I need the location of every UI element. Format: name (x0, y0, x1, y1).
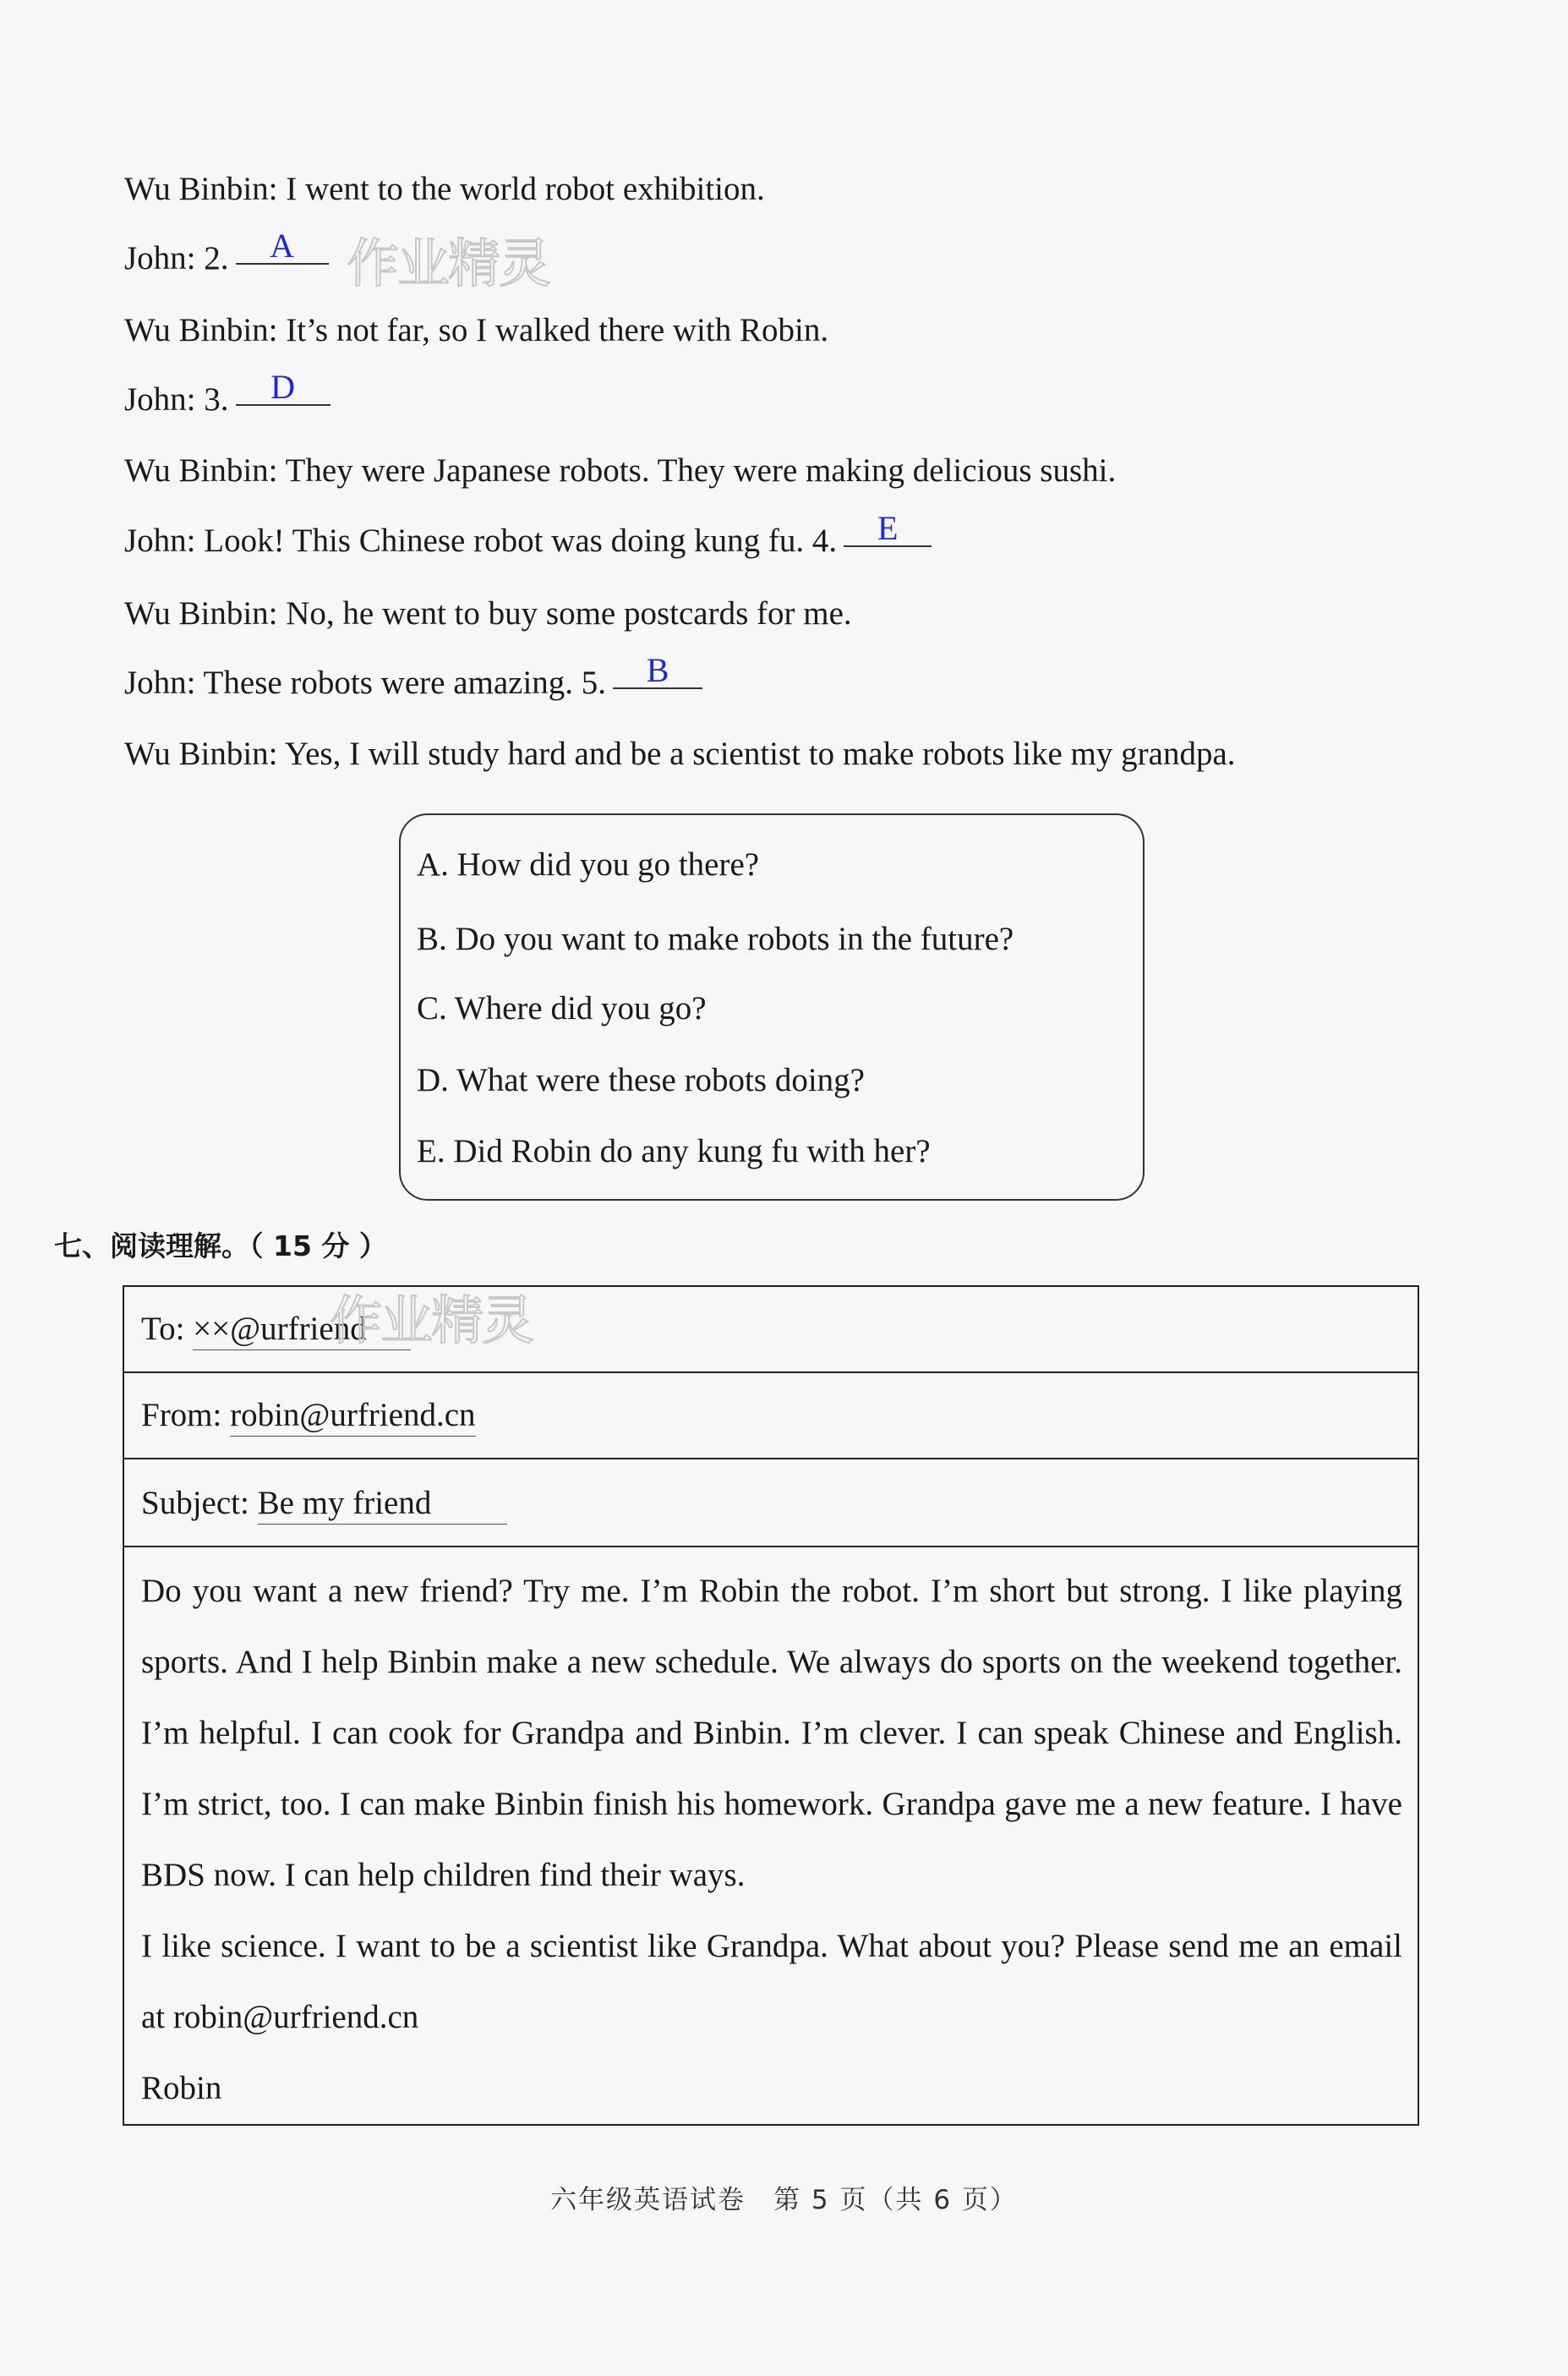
from-label: From: (141, 1397, 222, 1433)
dialogue-line-1 (124, 169, 765, 210)
dialogue-line-7 (124, 594, 852, 634)
page-footer: 六年级英语试卷 第 5 页（共 6 页） (550, 2185, 1018, 2215)
line-text: John: Look! This Chinese robot was doing kung fu. 4. (124, 523, 838, 559)
to-value: ××@urfriend (193, 1309, 411, 1350)
row-divider (124, 1371, 1418, 1373)
dialogue-line-8 (124, 651, 702, 703)
dialogue-line-5 (124, 451, 1116, 491)
dialogue-line-6 (124, 509, 932, 561)
section-title: 七、阅读理解。（ 15 分 ） (54, 1229, 387, 1262)
answer-blank-3[interactable]: D (236, 370, 331, 406)
signature: Robin (141, 2070, 222, 2106)
option-c: C. Where did you go? (417, 990, 707, 1026)
line-text: John: 2. (124, 240, 229, 276)
body-paragraph-1: Do you want a new friend? Try me. I’m Robin the robot. I’m short but strong. I like playing sports. And I help Binbin make a new schedule. We always do sports on the weekend together. I’m helpful. I can cook for Grandpa and Binbin. I’m clever. I can speak Chinese and English. I’m strict, too. I can make Binbin finish his homework. Grandpa gave me a new feature. I have BDS now. I can help children find their ways. (141, 1573, 1402, 1893)
body-paragraph-2: I like science. I want to be a scientist like Grandpa. What about you? Please send me an email at robin@urfriend.cn (141, 1928, 1402, 2035)
email-body (141, 1556, 1402, 2124)
answer-blank-4[interactable]: E (844, 512, 932, 547)
option-e: E. Did Robin do any kung fu with her? (417, 1133, 931, 1169)
line-text: Wu Binbin: It’s not far, so I walked there with Robin. (124, 312, 829, 348)
from-value: robin@urfriend.cn (230, 1395, 475, 1437)
line-text: Wu Binbin: I went to the world robot exhibition. (124, 171, 765, 207)
watermark: 作业精灵 (347, 233, 550, 294)
option-d: D. What were these robots doing? (417, 1062, 865, 1098)
row-divider (124, 1458, 1418, 1459)
dialogue-line-3 (124, 310, 828, 351)
line-text: John: 3. (124, 381, 229, 418)
answer-blank-5[interactable]: B (613, 654, 702, 689)
line-text: Wu Binbin: They were Japanese robots. They were making delicious sushi. (124, 452, 1117, 489)
row-divider (124, 1546, 1418, 1547)
dialogue-line-9 (124, 734, 1236, 775)
watermark: 作业精灵 (330, 1289, 533, 1351)
email-from (141, 1395, 476, 1437)
option-b: B. Do you want to make robots in the future? (417, 921, 1014, 957)
to-label: To: (141, 1311, 185, 1347)
dialogue-line-2 (124, 227, 329, 279)
answer-blank-2[interactable]: A (236, 229, 329, 265)
email-subject (141, 1483, 507, 1525)
line-text: John: These robots were amazing. 5. (124, 665, 607, 701)
option-a: A. How did you go there? (417, 846, 760, 883)
subject-value: Be my friend (258, 1483, 508, 1525)
line-text: Wu Binbin: No, he went to buy some postcards for me. (124, 595, 852, 632)
subject-label: Subject: (141, 1485, 249, 1521)
email-table (123, 1285, 1419, 2126)
dialogue-line-4 (124, 368, 331, 420)
line-text: Wu Binbin: Yes, I will study hard and be a scientist to make robots like my grandpa. (124, 736, 1236, 772)
